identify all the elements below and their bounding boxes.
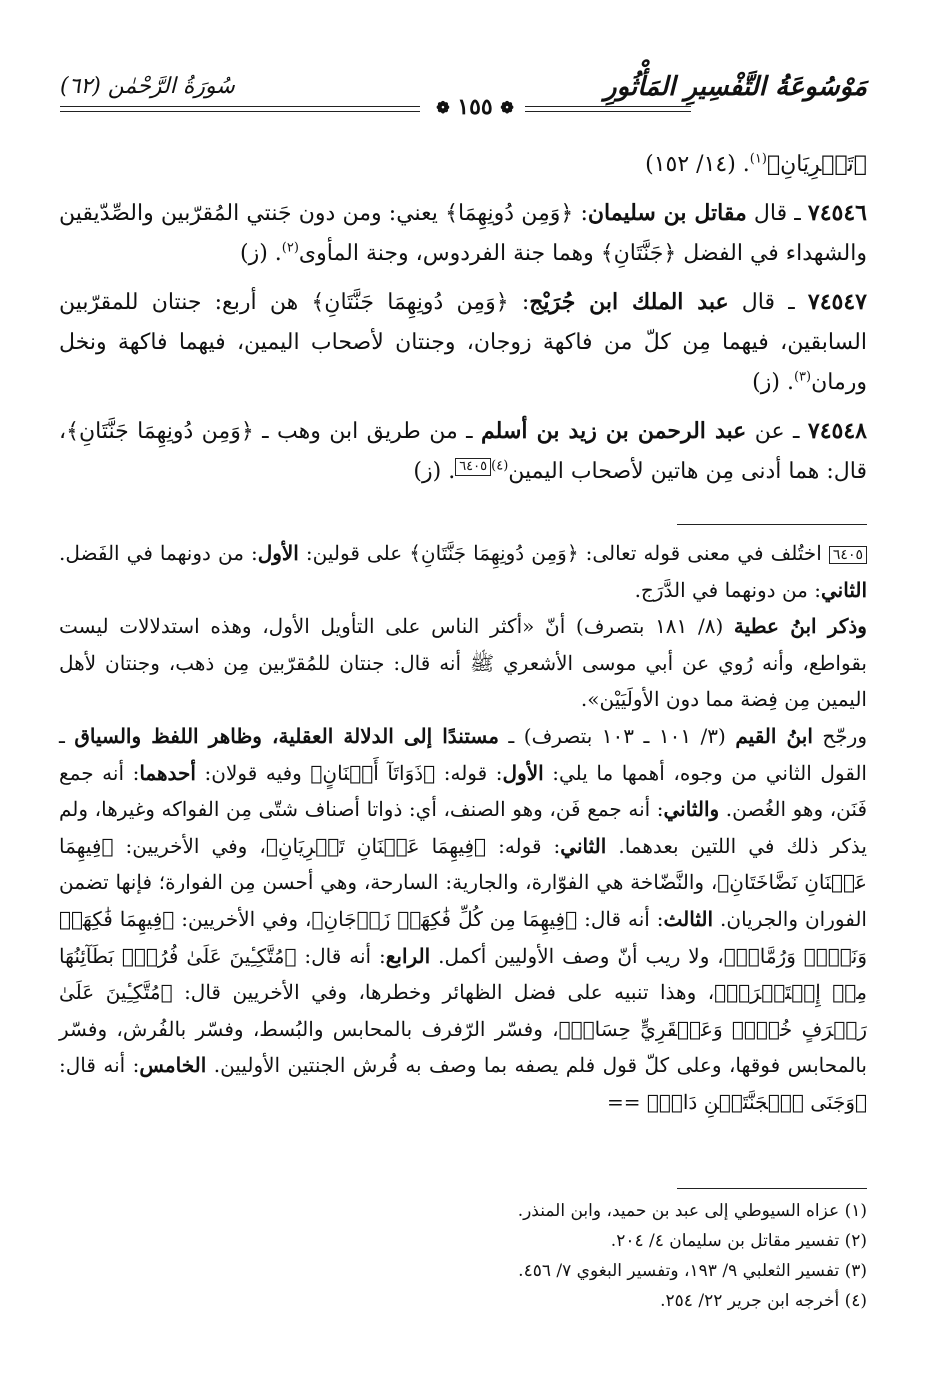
footnote: (١) عزاه السيوطي إلى عبد بن حميد، وابن المنذر. (517, 1201, 867, 1221)
book-title: مَوْسُوعَةُ التَّفْسِيرِ المَأْثُورِ (604, 72, 867, 102)
footnote: (٤) أخرجه ابن جرير ٢٢/ ٢٥٤. (660, 1291, 867, 1311)
note-marker: ٦٤٠٥ (455, 458, 491, 476)
paragraph (59, 193, 867, 274)
editorial-notes (59, 535, 867, 1121)
reference: . (١٤/ ١٥٢) (645, 152, 750, 177)
entry-number: ٧٤٥٤٧ (807, 289, 867, 315)
paragraph (59, 411, 867, 492)
footnote-ref: (٢) (281, 240, 299, 256)
header-rule (525, 106, 691, 107)
separator-rule (677, 524, 867, 525)
note-marker: ٦٤٠٥ (829, 546, 867, 564)
text: : ﴿وَمِن دُونِهِمَا جَنَّتَانِ﴾ هن أربع: جنتان للمقرّبين السابقين، فيهما مِن كلّ من فاكهة زوجان، وجنتان لأصحاب اليمين، فيهما فاكهة ونخل ورمان (59, 290, 867, 395)
text: . (ز) (413, 459, 456, 484)
footnote: (٢) تفسير مقاتل بن سليمان ٤/ ٢٠٤. (610, 1231, 867, 1251)
label: الثاني (560, 833, 607, 858)
text: : أنه قال: ﴿فِيهِمَا مِن كُلِّ فَٰكِهَةٖ زَوۡجَانِ﴾، وفي الأخريين: ﴿فِيهِمَا فَٰكِهَةٞ وَنَخۡلٞ وَرُمَّانٞ﴾، ولا ريب أنّ وصف الأوليين أكمل. (59, 906, 867, 968)
label: الثالث (663, 906, 714, 931)
label: أحدهما (139, 760, 196, 785)
surah-title: سُورَةُ الرَّحْمٰن (٦٢) (60, 74, 235, 99)
header-rule (60, 106, 420, 107)
text: : قوله: ﴿ذَوَاتَآ أَفۡنَانٍ﴾ وفيه قولان: (195, 760, 503, 785)
text: : أنه قال: ﴿وَجَنَى ٱلۡجَنَّتَيۡنِ دَانٖ﴾ == (59, 1053, 867, 1114)
text: ـ القول الثاني من وجوه، أهمها ما يلي: (59, 723, 867, 785)
text: : من دونهما في الفَضل. (59, 541, 258, 565)
label: الأول (502, 760, 544, 785)
text: ـ قال (728, 290, 808, 315)
text: : من دونهما في الدَّرَج. (634, 577, 821, 602)
paragraph (59, 282, 867, 403)
footnote-ref: (٣) (793, 369, 812, 385)
main-text (59, 145, 867, 500)
entry-number: ٧٤٥٤٨ (807, 418, 867, 444)
label: الثاني (820, 577, 867, 602)
scholar-name: ابنُ عطية (733, 614, 817, 639)
page-number-block (425, 92, 525, 122)
narrator-name: عبد الرحمن بن زيد بن أسلم (481, 418, 747, 444)
text: ـ قال (746, 201, 808, 226)
footnote-ref: (١) (749, 151, 767, 167)
label: الأول (257, 541, 299, 565)
note-paragraph (59, 535, 867, 608)
footnote: (٣) تفسير الثعلبي ٩/ ١٩٣، وتفسير البغوي ٧/ ٤٥٦. (518, 1261, 867, 1281)
quran-quote: ﴿تَجۡرِيَانِ﴾ (766, 152, 867, 177)
header-rule (60, 111, 420, 112)
text: ـ عن (746, 419, 808, 444)
narrator-name: عبد الملك ابن جُرَيْج (529, 289, 729, 315)
label: الرابع (385, 943, 431, 968)
ornament-icon: ❁ (436, 98, 450, 117)
text: وذكر (816, 614, 867, 639)
text: : أنه جمع فَن، وهو الصنف، أي: ذواتا أصناف شتّى مِن الفواكه وغيرها، ولم يذكر ذلك في اللتين بعدهما. (59, 797, 867, 858)
scholar-name: ابنُ القيم (735, 723, 813, 748)
label: والثاني (663, 797, 720, 822)
text: : قوله: ﴿فِيهِمَا عَيۡنَانِ تَجۡرِيَانِ﴾، وفي الأخريين: ﴿فِيهِمَا عَيۡنَانِ نَضَّاخَتَانِ﴾، والنَّضّاخة هي الفوّارة، والجارية: السارحة، وهي أحسن مِن الفوارة؛ فإنها تضمن الفوران والجريان. (59, 833, 867, 931)
text: . (ز) (752, 370, 794, 395)
label: الخامس (139, 1053, 207, 1078)
footnote-separator (677, 1188, 867, 1189)
note-paragraph (59, 608, 867, 718)
paragraph (59, 145, 867, 185)
page-number: ١٥٥ (457, 94, 493, 120)
narrator-name: مقاتل بن سليمان (587, 200, 747, 226)
footnote-ref: (٤) (491, 458, 509, 474)
header-rule (525, 111, 691, 112)
text: : أنه جمع فَنَن، وهو الغُصن. (59, 760, 867, 822)
text: (٣/ ١٠١ ـ ١٠٣ بتصرف) ـ (498, 723, 736, 748)
text: : ﴿وَمِن دُونِهِمَا﴾ يعني: ومن دون جَنتي المُقرّبين والصِّدّيقين والشهداء في الفضل ﴿جَنَّتَانِ﴾ وهما جنة الفردوس، وجنة المأوى (59, 201, 867, 266)
text: اختُلف في معنى قوله تعالى: ﴿وَمِن دُونِهِمَا جَنَّتَانِ﴾ على قولين: (298, 541, 829, 565)
text: . (ز) (239, 241, 282, 266)
entry-number: ٧٤٥٤٦ (807, 200, 867, 226)
text: ورجّح (812, 723, 867, 748)
text: : أنه قال: ﴿مُتَّكِـِٔينَ عَلَىٰ فُرُشِۭ بَطَآئِنُهَا مِنۡ إِسۡتَبۡرَقٖ﴾، وهذا تنبيه على فضل الظهائر وخطرها، وفي الأخريين قال: ﴿مُتَّكِـِٔينَ عَلَىٰ رَفۡرَفٍ خُضۡرٖ وَعَبۡقَرِيٍّ حِسَانٖ﴾، وفسّر الرّفرف بالمحابس والبُسط، وفسّر بالفُرش، وفسّر بالمحابس فوقها، وعلى كلّ قول فلم يصفه بما وصف به فُرش الجنتين الأوليين. (59, 943, 867, 1078)
ornament-icon: ❁ (500, 98, 514, 117)
label: مستندًا إلى الدلالة العقلية، وظاهر اللفظ والسياق (74, 723, 499, 748)
text: ـ من طريق ابن وهب ـ ﴿وَمِن دُونِهِمَا جَنَّتَانِ﴾، قال: هما أدنى مِن هاتين لأصحاب اليمين (59, 419, 867, 484)
note-paragraph (59, 718, 867, 1121)
text: (٨/ ١٨١ بتصرف) أنّ «أكثر الناس على التأويل الأول، وهذه استدلالات ليست بقواطع، وأنه رُوي عن أبي موسى الأشعري ﷺ أنه قال: جنتان للمُقرّبين مِن ذهب، وجنتان لأهل اليمين مِن فِضة مما دون الأولَيَيْن». (59, 614, 867, 712)
footnotes (59, 1196, 867, 1316)
